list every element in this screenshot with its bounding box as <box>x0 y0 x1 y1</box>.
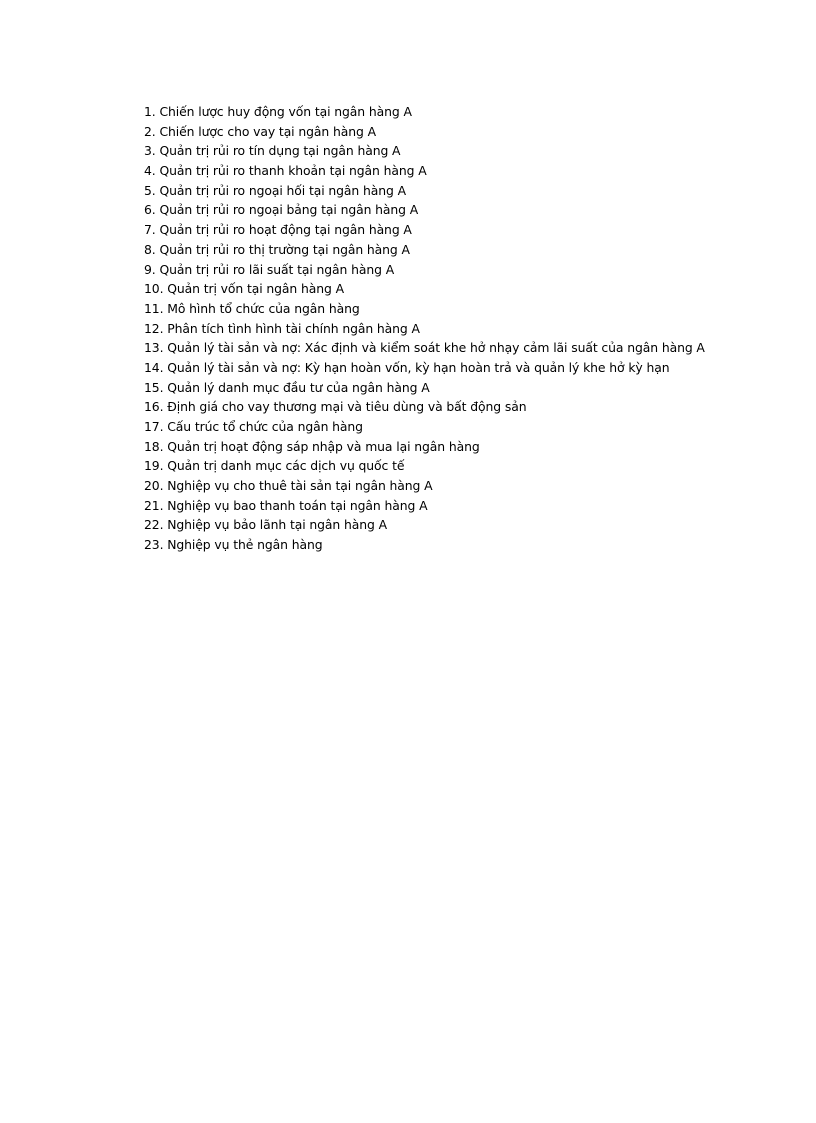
list-item: 16. Định giá cho vay thương mại và tiêu dùng và bất động sản <box>144 399 527 415</box>
list-item: 15. Quản lý danh mục đầu tư của ngân hàng A <box>144 379 430 395</box>
list-item: 13. Quản lý tài sản và nợ: Xác định và kiểm soát khe hở nhạy cảm lãi suất của ngân hàng A <box>144 340 705 356</box>
list-item: 7. Quản trị rủi ro hoạt động tại ngân hàng A <box>144 222 412 238</box>
list-item: 8. Quản trị rủi ro thị trường tại ngân hàng A <box>144 241 410 257</box>
list-item: 1. Chiến lược huy động vốn tại ngân hàng A <box>144 104 412 119</box>
list-item: 23. Nghiệp vụ thẻ ngân hàng <box>144 537 323 553</box>
list-item: 9. Quản trị rủi ro lãi suất tại ngân hàng A <box>144 261 395 277</box>
list-item: 3. Quản trị rủi ro tín dụng tại ngân hàng A <box>144 143 401 159</box>
list-item: 22. Nghiệp vụ bảo lãnh tại ngân hàng A <box>144 517 387 533</box>
list-item: 18. Quản trị hoạt động sáp nhập và mua lại ngân hàng <box>144 438 480 454</box>
list-item: 21. Nghiệp vụ bao thanh toán tại ngân hàng A <box>144 497 428 513</box>
list-item: 14. Quản lý tài sản và nợ: Kỳ hạn hoàn vốn, kỳ hạn hoàn trả và quản lý khe hở kỳ hạn <box>144 359 670 375</box>
list-item: 12. Phân tích tình hình tài chính ngân hàng A <box>144 320 420 336</box>
topic-list <box>144 102 705 555</box>
list-item: 17. Cấu trúc tổ chức của ngân hàng <box>144 419 363 434</box>
list-item: 20. Nghiệp vụ cho thuê tài sản tại ngân hàng A <box>144 478 433 494</box>
list-item: 10. Quản trị vốn tại ngân hàng A <box>144 281 344 297</box>
list-item: 11. Mô hình tổ chức của ngân hàng <box>144 300 360 316</box>
list-item: 2. Chiến lược cho vay tại ngân hàng A <box>144 123 376 139</box>
list-item: 5. Quản trị rủi ro ngoại hối tại ngân hàng A <box>144 182 406 198</box>
list-item: 4. Quản trị rủi ro thanh khoản tại ngân hàng A <box>144 163 427 179</box>
list-item: 19. Quản trị danh mục các dịch vụ quốc tế <box>144 458 405 474</box>
list-item: 6. Quản trị rủi ro ngoại bảng tại ngân hàng A <box>144 202 419 218</box>
